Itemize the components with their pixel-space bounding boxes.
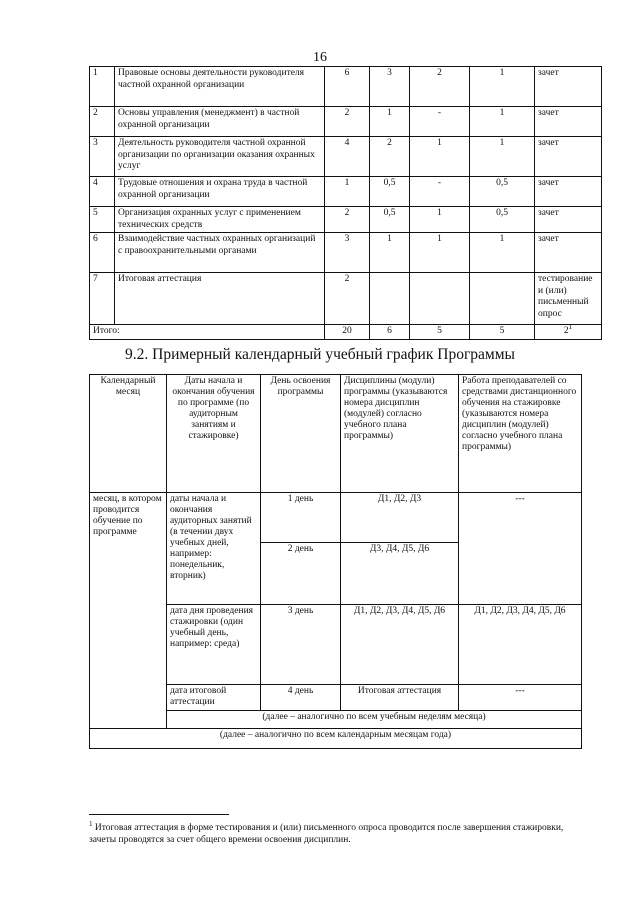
aud-dates-cell: даты начала и окончания аудиторных занятий (в течении двух учебных дней, например: понедельник, вторник) — [167, 493, 261, 605]
hours-lectures: 1 — [370, 233, 410, 273]
discipline-name: Итоговая аттестация — [115, 273, 325, 325]
control-form: зачет — [535, 233, 602, 273]
footnote-ref: 1 — [568, 322, 573, 331]
total-hours: 20 — [325, 325, 370, 340]
note-weeks: (далее – аналогично по всем учебным неделям месяца) — [167, 711, 582, 729]
hours-lectures: 2 — [370, 137, 410, 177]
hours-practice: - — [410, 107, 470, 137]
hours-practice: 2 — [410, 67, 470, 107]
day-2-disciplines: Д3, Д4, Д5, Д6 — [341, 543, 459, 605]
discipline-name: Организация охранных услуг с применением технических средств — [115, 207, 325, 233]
table-row — [90, 137, 602, 177]
day-4-remote: --- — [459, 685, 582, 711]
total-practice: 5 — [410, 325, 470, 340]
row-number: 1 — [90, 67, 115, 107]
header-disciplines: Дисциплины (модули) программы (указываются номера дисциплин (модулей) согласно учебного плана программы) — [341, 375, 459, 493]
hours-internship — [470, 273, 535, 325]
hours-lectures: 3 — [370, 67, 410, 107]
table-row — [90, 493, 582, 543]
total-label: Итого: — [90, 325, 325, 340]
day-1-cell: 1 день — [261, 493, 341, 543]
footnote-mark: 1 — [89, 819, 93, 828]
control-form: зачет — [535, 177, 602, 207]
hours-internship: 1 — [470, 233, 535, 273]
hours-lectures: 0,5 — [370, 207, 410, 233]
total-lectures: 6 — [370, 325, 410, 340]
hours-practice: 1 — [410, 137, 470, 177]
hours-total: 4 — [325, 137, 370, 177]
control-form: зачет — [535, 107, 602, 137]
curriculum-table — [89, 66, 602, 340]
final-dates-cell: дата итоговой аттестации — [167, 685, 261, 711]
row-number: 6 — [90, 233, 115, 273]
calendar-schedule-table — [89, 374, 582, 749]
header-day: День освоения программы — [261, 375, 341, 493]
hours-internship: 0,5 — [470, 177, 535, 207]
day-2-cell: 2 день — [261, 543, 341, 605]
hours-total: 2 — [325, 273, 370, 325]
day-4-disciplines: Итоговая аттестация — [341, 685, 459, 711]
control-form: тестирование и (или) письменный опрос — [535, 273, 602, 325]
row-number: 5 — [90, 207, 115, 233]
table-row — [90, 273, 602, 325]
total-form-value: 2 — [563, 326, 569, 336]
hours-total: 6 — [325, 67, 370, 107]
day-1-remote: --- — [459, 493, 582, 605]
hours-internship: 1 — [470, 67, 535, 107]
day-1-disciplines: Д1, Д2, Д3 — [341, 493, 459, 543]
section-heading: 9.2. Примерный календарный учебный график Программы — [125, 346, 515, 363]
table-row — [90, 107, 602, 137]
hours-lectures — [370, 273, 410, 325]
hours-practice — [410, 273, 470, 325]
row-number: 2 — [90, 107, 115, 137]
control-form: зачет — [535, 67, 602, 107]
total-internship: 5 — [470, 325, 535, 340]
table-row — [90, 729, 582, 749]
footnote — [89, 819, 581, 846]
header-dates: Даты начала и окончания обучения по программе (по аудиторным занятиям и стажировке) — [167, 375, 261, 493]
hours-lectures: 1 — [370, 107, 410, 137]
control-form: зачет — [535, 137, 602, 177]
note-months: (далее – аналогично по всем календарным месяцам года) — [90, 729, 582, 749]
row-number: 7 — [90, 273, 115, 325]
header-remote-work: Работа преподавателей со средствами дистанционного обучения на стажировке (указываются номера дисциплин (модулей) согласно учебного плана программы) — [459, 375, 582, 493]
day-3-cell: 3 день — [261, 605, 341, 685]
day-4-cell: 4 день — [261, 685, 341, 711]
header-calendar-month: Календарный месяц — [90, 375, 167, 493]
total-form — [535, 322, 602, 340]
day-3-disciplines: Д1, Д2, Д3, Д4, Д5, Д6 — [341, 605, 459, 685]
hours-total: 3 — [325, 233, 370, 273]
intern-dates-cell: дата дня проведения стажировки (один учебный день, например: среда) — [167, 605, 261, 685]
hours-practice: 1 — [410, 233, 470, 273]
hours-internship: 1 — [470, 137, 535, 177]
footnote-text: Итоговая аттестация в форме тестирования и (или) письменного опроса проводится после завершения стажировки, зачеты проводятся за счет общего времени освоения дисциплин. — [89, 823, 564, 845]
hours-total: 2 — [325, 107, 370, 137]
hours-internship: 1 — [470, 107, 535, 137]
table-row — [90, 233, 602, 273]
month-cell: месяц, в котором проводится обучение по программе — [90, 493, 167, 729]
hours-practice: 1 — [410, 207, 470, 233]
control-form: зачет — [535, 207, 602, 233]
total-row — [90, 325, 602, 340]
table-row — [90, 67, 602, 107]
hours-lectures: 0,5 — [370, 177, 410, 207]
table-header-row — [90, 375, 582, 493]
row-number: 4 — [90, 177, 115, 207]
discipline-name: Взаимодействие частных охранных организаций с правоохранительными органами — [115, 233, 325, 273]
footnote-divider — [89, 814, 229, 815]
discipline-name: Правовые основы деятельности руководителя частной охранной организации — [115, 67, 325, 107]
table-row — [90, 207, 602, 233]
day-3-remote: Д1, Д2, Д3, Д4, Д5, Д6 — [459, 605, 582, 685]
table-row — [90, 177, 602, 207]
discipline-name: Основы управления (менеджмент) в частной охранной организации — [115, 107, 325, 137]
page-number: 16 — [313, 50, 327, 65]
hours-practice: - — [410, 177, 470, 207]
hours-total: 2 — [325, 207, 370, 233]
hours-total: 1 — [325, 177, 370, 207]
discipline-name: Трудовые отношения и охрана труда в частной охранной организации — [115, 177, 325, 207]
discipline-name: Деятельность руководителя частной охранной организации по организации оказания охранных услуг — [115, 137, 325, 177]
hours-internship: 0,5 — [470, 207, 535, 233]
row-number: 3 — [90, 137, 115, 177]
